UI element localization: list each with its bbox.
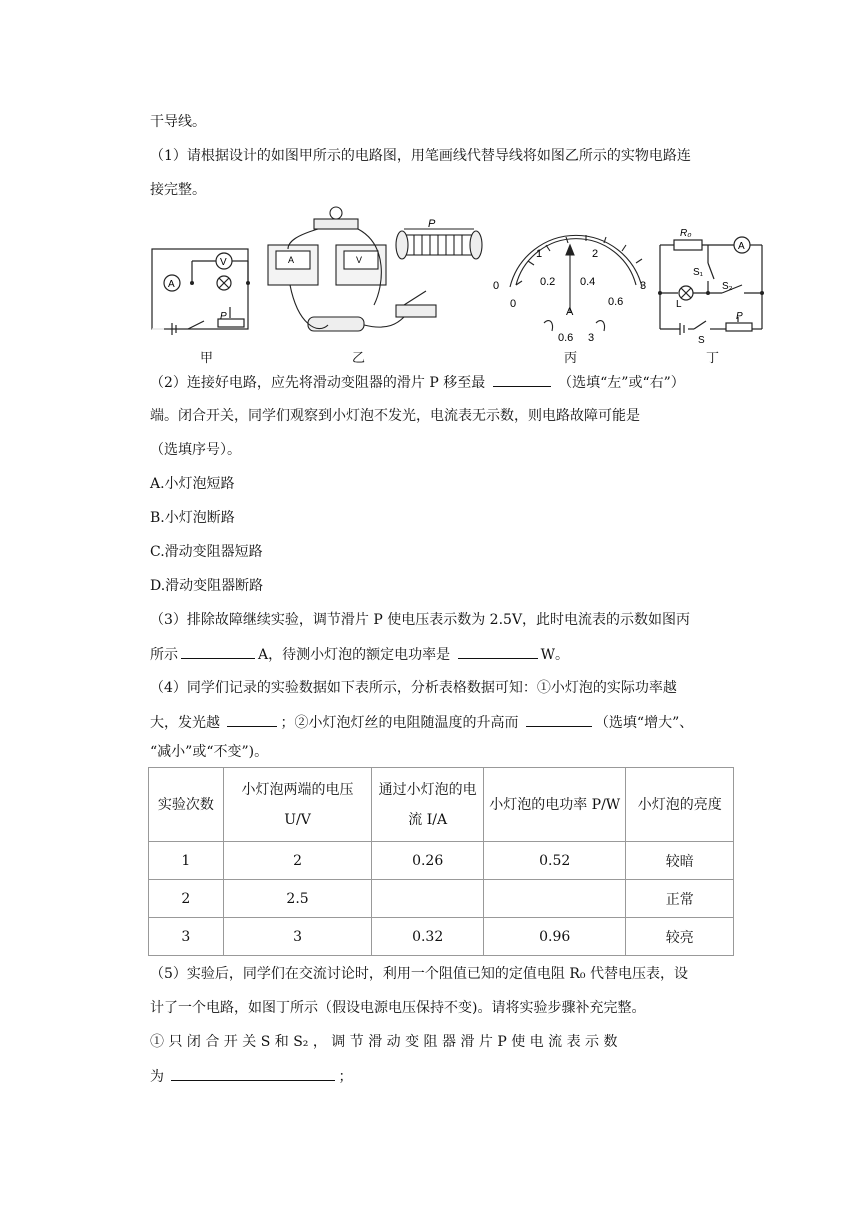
- figure-yi-apparatus: [268, 207, 482, 331]
- figure-bing-scale-bottom-1: 0.2: [540, 276, 556, 288]
- table-row: [149, 918, 734, 956]
- figure-ding-resistor-label: R₀: [680, 228, 692, 239]
- table-cell: 0.32: [372, 918, 484, 956]
- figure-bing-scale-bottom-3: 0.6: [608, 296, 624, 308]
- table-header-cell: 通过小灯泡的电流 I/A: [372, 768, 484, 842]
- question-5-step-1: ① 只 闭 合 开 关 S 和 S₂ ， 调 节 滑 动 变 阻 器 滑 片 P 使 电 流 表 示 数: [150, 1034, 618, 1050]
- option-c: C.滑动变阻器短路: [150, 544, 263, 560]
- figure-jia-circuit: [152, 249, 248, 335]
- table-header-cell: 小灯泡的亮度: [626, 768, 734, 842]
- question-5-text-b: ；: [338, 1069, 353, 1085]
- figure-bing-scale-top-0: 0: [493, 280, 500, 292]
- table-header-cell: 小灯泡的电功率 P/W: [484, 768, 626, 842]
- figure-ding-switch-s2-label: S₂: [722, 281, 733, 292]
- figure-bing-scale-top-2: 2: [592, 248, 599, 260]
- table-cell: 0.52: [484, 842, 626, 880]
- question-3-text-b: A，待测小灯泡的额定电功率是: [258, 647, 451, 663]
- question-1-line-1: （1）请根据设计的如图甲所示的电路图，用笔画线代替导线将如图乙所示的实物电路连: [150, 148, 691, 164]
- question-3-text-c: W。: [540, 647, 569, 663]
- answer-blank-brightness[interactable]: [227, 712, 277, 727]
- question-5-line-2: 计了一个电路，如图丁所示（假设电源电压保持不变)。请将实验步骤补充完整。: [150, 1000, 646, 1016]
- text-line: 干导线。: [150, 114, 206, 130]
- question-3-line-2: [150, 644, 569, 665]
- question-2-line-2: 端。闭合开关，同学们观察到小灯泡不发光，电流表无示数，则电路故障可能是: [150, 408, 640, 424]
- table-cell: 正常: [626, 880, 734, 918]
- figure-bing-terminal-06: 0.6: [558, 332, 574, 344]
- figure-jia-ammeter-label: A: [168, 279, 175, 290]
- table-cell: 2: [223, 842, 372, 880]
- figure-yi-voltmeter-label: V: [356, 255, 363, 265]
- table-header-row: [149, 768, 734, 842]
- figure-bing-scale-top-3: 3: [640, 280, 647, 292]
- figure-bing-scale-top-1: 1: [536, 248, 543, 260]
- figure-yi-slider-label: P: [428, 218, 436, 230]
- table-cell: 1: [149, 842, 224, 880]
- question-4-text-c: （选填“增大”、: [594, 715, 694, 731]
- figure-label-ding: 丁: [706, 351, 720, 366]
- question-2-text-b: （选填“左”或“右”）: [558, 375, 685, 391]
- figure-bing-scale-bottom-2: 0.4: [580, 276, 596, 288]
- figure-jia-voltmeter-label: V: [220, 257, 227, 268]
- question-2-line-3: （选填序号）。: [150, 442, 241, 458]
- question-5-text-a: 为: [150, 1069, 164, 1085]
- figure-label-jia: 甲: [200, 351, 214, 366]
- question-4-line-1: （4）同学们记录的实验数据如下表所示，分析表格数据可知：①小灯泡的实际功率越: [150, 680, 677, 696]
- answer-blank-current-reading[interactable]: [171, 1066, 335, 1081]
- table-cell: 3: [149, 918, 224, 956]
- question-3-text-a: 所示: [150, 647, 178, 663]
- table-cell: 2.5: [223, 880, 372, 918]
- question-5-step-1-cont: [150, 1066, 352, 1087]
- circuit-figures-svg: [148, 205, 776, 365]
- question-5-line-1: （5）实验后，同学们在交流讨论时，利用一个阻值已知的定值电阻 R₀ 代替电压表，设: [150, 966, 688, 982]
- table-row: [149, 880, 734, 918]
- question-2-line-1: [150, 372, 685, 393]
- question-3-line-1: （3）排除故障继续实验，调节滑片 P 使电压表示数为 2.5V，此时电流表的示数如图丙: [150, 612, 691, 628]
- option-a: A.小灯泡短路: [150, 476, 235, 492]
- question-4-line-2: [150, 712, 693, 733]
- table-cell: 0.26: [372, 842, 484, 880]
- option-d: D.滑动变阻器断路: [150, 578, 264, 594]
- figure-yi-ammeter-label: A: [288, 255, 295, 265]
- answer-blank-resistance[interactable]: [526, 712, 592, 727]
- table-header-cell: 小灯泡两端的电压 U/V: [223, 768, 372, 842]
- table-cell-blank[interactable]: [484, 880, 626, 918]
- table-header-cell: 实验次数: [149, 768, 224, 842]
- question-4-line-3: “减小”或“不变”)。: [150, 744, 269, 760]
- figure-bing-scale-bottom-0: 0: [510, 298, 517, 310]
- table-cell-blank[interactable]: [372, 880, 484, 918]
- figure-ding-slider-label: P: [736, 311, 743, 322]
- answer-blank-slider-side[interactable]: [493, 372, 551, 387]
- question-4-text-a: 大，发光越: [150, 715, 220, 731]
- figure-ding-lamp-label: L: [676, 299, 682, 310]
- figure-ding-circuit: [660, 237, 762, 335]
- figure-ding-switch-s1-label: S₁: [693, 267, 704, 278]
- option-b: B.小灯泡断路: [150, 510, 235, 526]
- question-1-line-2: 接完整。: [150, 182, 206, 198]
- table-cell: 0.96: [484, 918, 626, 956]
- figure-bing-meter: [510, 235, 642, 331]
- answer-blank-power[interactable]: [458, 644, 538, 659]
- table-cell: 2: [149, 880, 224, 918]
- table-row: [149, 842, 734, 880]
- figure-bing-unit: A: [566, 306, 574, 318]
- figure-ding-ammeter-label: A: [738, 241, 745, 252]
- question-2-text-a: （2）连接好电路，应先将滑动变阻器的滑片 P 移至最: [150, 375, 486, 391]
- table-cell: 较亮: [626, 918, 734, 956]
- figure-jia-slider-label: P: [220, 311, 227, 322]
- circuit-figures: [148, 205, 776, 365]
- answer-blank-current[interactable]: [181, 644, 255, 659]
- figure-ding-switch-s-label: S: [698, 335, 705, 346]
- figure-bing-terminal-3: 3: [588, 332, 595, 344]
- table-cell: 较暗: [626, 842, 734, 880]
- figure-label-bing: 丙: [564, 351, 578, 366]
- question-4-text-b: ；②小灯泡灯丝的电阻随温度的升高而: [280, 715, 519, 731]
- table-cell: 3: [223, 918, 372, 956]
- figure-label-yi: 乙: [352, 351, 366, 366]
- data-table: [148, 767, 734, 956]
